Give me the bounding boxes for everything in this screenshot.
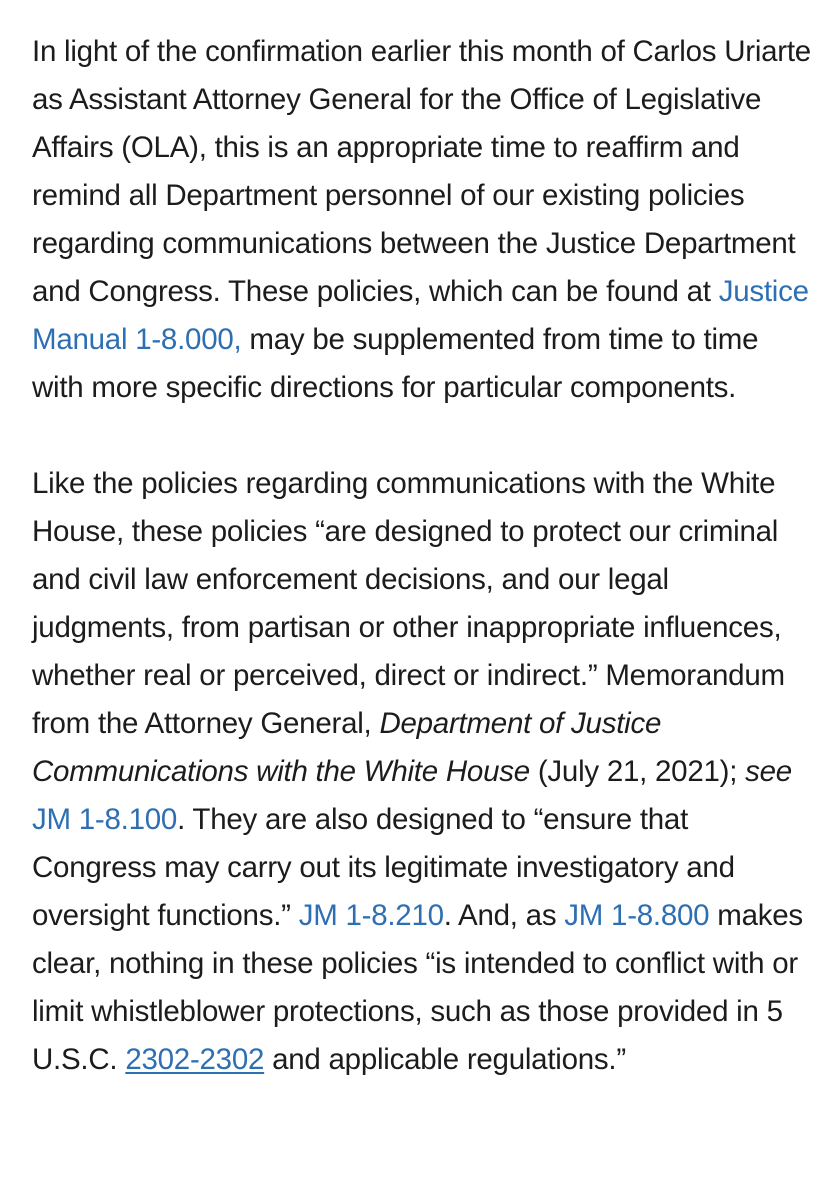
paragraph-1	[32, 28, 812, 412]
paragraph-2-text-e: makes clear, nothing in these policies “is intended to conflict with or limit whistleblower protections, such as those provided in 5 U.S.C.	[32, 899, 803, 1076]
paragraph-2-text-f: and applicable regulations.”	[264, 1043, 626, 1076]
paragraph-2-text-b: (July 21, 2021);	[529, 755, 746, 788]
document-body	[32, 28, 812, 1084]
jm-1-8-800-link[interactable]: JM 1-8.800	[564, 899, 710, 932]
memo-title: Department of Justice Communications with the White House	[32, 707, 662, 788]
paragraph-2-text-a: Like the policies regarding communications with the White House, these policies “are designed to protect our criminal and civil law enforcement decisions, and our legal judgments, from partisan or other inappropriate influences, whether real or perceived, direct or indirect.” Memorandum from the Attorney General,	[32, 467, 785, 740]
jm-1-8-100-link[interactable]: JM 1-8.100	[32, 803, 178, 836]
see-signal: see	[745, 755, 792, 788]
usc-2302-link[interactable]: 2302-2302	[125, 1043, 265, 1076]
paragraph-1-text-a: In light of the confirmation earlier this month of Carlos Uriarte as Assistant Attorney General for the Office of Legislative Affairs (OLA), this is an appropriate time to reaffirm and remind all Department personnel of our existing policies regarding communications between the Justice Department and Congress. These policies, which can be found at	[32, 35, 811, 308]
paragraph-2	[32, 460, 812, 1084]
justice-manual-link[interactable]: Justice Manual 1-8.000,	[32, 275, 809, 356]
paragraph-2-text-c: . They are also designed to “ensure that Congress may carry out its legitimate investigatory and oversight functions.”	[32, 803, 735, 932]
jm-1-8-210-link[interactable]: JM 1-8.210	[298, 899, 444, 932]
paragraph-1-text-b: may be supplemented from time to time with more specific directions for particular components.	[32, 323, 759, 404]
paragraph-2-text-d: . And, as	[443, 899, 565, 932]
